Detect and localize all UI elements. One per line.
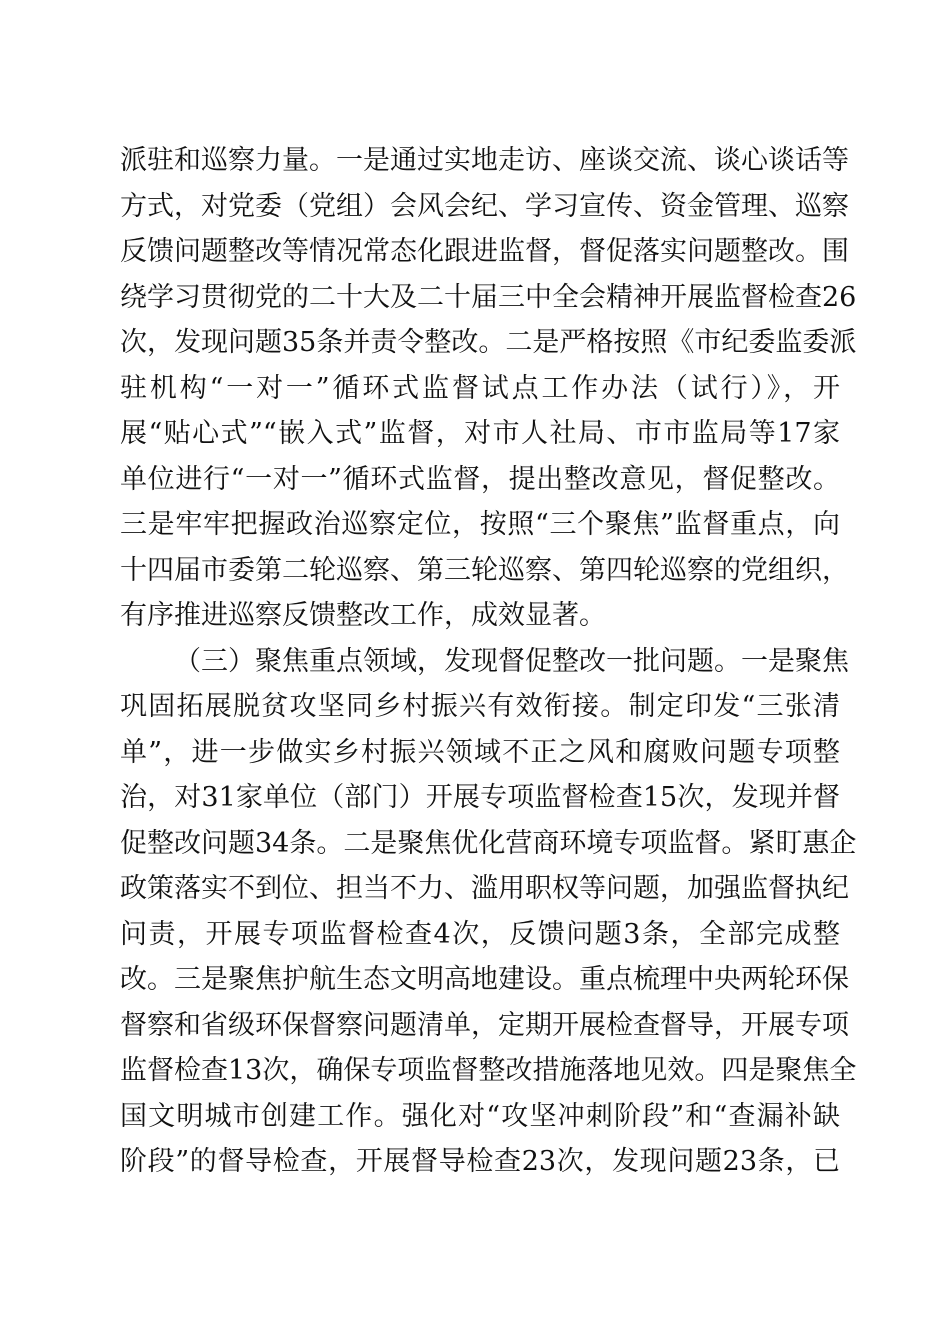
text-line: 驻机构“一对一”循环式监督试点工作办法（试行）》，开 [120, 372, 840, 404]
text-line: 监督检查13次，确保专项监督整改措施落地见效。四是聚焦全 [120, 1055, 857, 1086]
text-line: 有序推进巡察反馈整改工作，成效显著。 [120, 600, 606, 631]
text-line: 绕学习贯彻党的二十大及二十届三中全会精神开展监督检查26 [120, 281, 857, 313]
paragraph-2 [120, 639, 857, 1185]
text-line: 反馈问题整改等情况常态化跟进监督，督促落实问题整改。围 [120, 236, 849, 267]
text-line: 督察和省级环保督察问题清单，定期开展检查督导，开展专项 [120, 1009, 849, 1041]
text-line: 政策落实不到位、担当不力、滥用职权等问题，加强监督执纪 [120, 873, 849, 904]
text-line: 治，对31家单位（部门）开展专项监督检查15次，发现并督 [120, 782, 840, 813]
text-line: 国文明城市创建工作。强化对“攻坚冲刺阶段”和“查漏补缺 [120, 1100, 840, 1132]
text-line: 展“贴心式”“嵌入式”监督，对市人社局、市市监局等17家 [120, 418, 840, 449]
text-line: 阶段”的督导检查，开展督导检查23次，发现问题23条，已 [120, 1146, 840, 1177]
text-line: 十四届市委第二轮巡察、第三轮巡察、第四轮巡察的党组织， [120, 554, 849, 586]
text-line: 派驻和巡察力量。一是通过实地走访、座谈交流、谈心谈话等 [120, 145, 849, 176]
text-line: 次，发现问题35条并责令整改。二是严格按照《市纪委监委派 [120, 327, 857, 358]
body-text [120, 138, 857, 1185]
text-line: 方式，对党委（党组）会风会纪、学习宣传、资金管理、巡察 [120, 190, 849, 222]
text-line: 促整改问题34条。二是聚焦优化营商环境专项监督。紧盯惠企 [120, 827, 857, 859]
text-line: 巩固拓展脱贫攻坚同乡村振兴有效衔接。制定印发“三张清 [120, 691, 840, 722]
text-line: 三是牢牢把握政治巡察定位，按照“三个聚焦”监督重点，向 [120, 509, 840, 540]
text-line: 单位进行“一对一”循环式监督，提出整改意见，督促整改。 [120, 463, 840, 495]
text-line: 问责，开展专项监督检查4次，反馈问题3条，全部完成整 [120, 918, 840, 950]
section-heading-line: （三）聚焦重点领域，发现督促整改一批问题。一是聚焦 [174, 645, 849, 677]
paragraph-1 [120, 138, 857, 639]
text-line: 改。三是聚焦护航生态文明高地建设。重点梳理中央两轮环保 [120, 964, 849, 995]
text-line: 单”，进一步做实乡村振兴领域不正之风和腐败问题专项整 [120, 736, 840, 768]
